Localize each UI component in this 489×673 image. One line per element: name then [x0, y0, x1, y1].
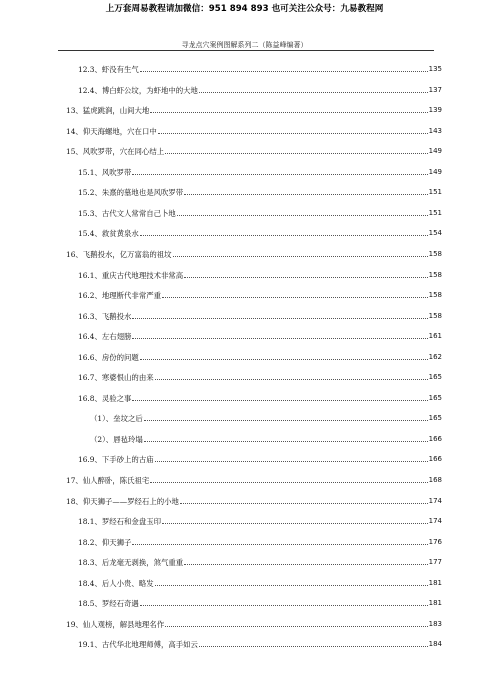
- toc-entry[interactable]: [78, 450, 442, 464]
- toc-entry-number: 16.3、: [78, 311, 102, 321]
- toc-entry-number: 15.1、: [78, 167, 102, 177]
- dot-leader: [165, 626, 428, 627]
- dot-leader: [132, 318, 427, 319]
- toc-entry-title: 罗经石和金盘玉印: [101, 517, 161, 527]
- toc-entry[interactable]: [78, 533, 442, 547]
- toc-entry-page: 165: [428, 393, 442, 402]
- dot-leader: [155, 585, 428, 586]
- toc-entry-page: 139: [428, 106, 442, 115]
- toc-entry-number: 13、: [66, 106, 83, 116]
- toc-entry-page: 158: [428, 249, 442, 258]
- dot-leader: [184, 277, 427, 278]
- dot-leader: [162, 297, 428, 298]
- toc-entry-page: 158: [428, 270, 442, 279]
- toc-entry-number: 16.2、: [78, 291, 102, 301]
- toc-entry-page: 168: [428, 476, 442, 484]
- toc-entry-number: 15、: [66, 147, 83, 157]
- toc-entry[interactable]: [78, 594, 442, 608]
- toc-entry[interactable]: [78, 307, 442, 321]
- toc-entry-number: 19、: [66, 619, 83, 629]
- toc-entry-page: 166: [428, 434, 442, 443]
- toc-entry-title: 左右翅膀: [101, 332, 132, 342]
- toc-entry[interactable]: [78, 224, 442, 238]
- toc-entry-title: 重庆古代地理技术非常高: [101, 270, 184, 280]
- toc-entry[interactable]: [66, 471, 442, 485]
- toc-entry-number: （1）、: [90, 414, 114, 424]
- watermark-banner: 上万套周易教程请加微信：951 894 893 也可关注公众号：九易教程网: [105, 4, 384, 14]
- toc-entry-number: （2）、: [90, 434, 114, 444]
- toc-entry-title: 古代华北地理师傅，高手如云: [101, 640, 198, 650]
- dot-leader: [132, 338, 427, 339]
- toc-entry-number: 16.7、: [78, 373, 102, 383]
- dot-leader: [184, 194, 427, 195]
- dot-leader: [144, 441, 428, 442]
- toc-entry[interactable]: [78, 574, 442, 588]
- toc-entry-title: 仙人醉卧，陈氏祖宅: [82, 476, 150, 485]
- toc-entry[interactable]: [78, 81, 442, 95]
- dot-leader: [155, 379, 428, 380]
- toc-entry-number: 15.2、: [78, 188, 102, 198]
- dot-leader: [132, 400, 427, 401]
- toc-entry-page: 174: [428, 496, 442, 505]
- dot-leader: [158, 133, 428, 134]
- toc-entry-page: 165: [428, 414, 442, 423]
- dot-leader: [162, 523, 428, 524]
- toc-entry-page: 177: [428, 558, 442, 567]
- toc-entry-title: 古代文人常常自己卜地: [101, 208, 176, 218]
- toc-entry-number: 18、: [66, 496, 83, 506]
- dot-leader: [155, 461, 428, 462]
- toc-entry-page: 149: [428, 147, 442, 156]
- toc-entry-number: 15.3、: [78, 208, 102, 218]
- toc-entry-title: 下手砂上的古庙: [101, 455, 154, 465]
- toc-entry-title: 风吹罗带: [101, 167, 132, 177]
- toc-entry-page: 184: [428, 640, 442, 649]
- toc-entry-page: 181: [428, 578, 442, 587]
- toc-entry-title: 罗经石奇遇: [101, 599, 139, 609]
- toc-entry[interactable]: [66, 492, 442, 506]
- toc-entry[interactable]: [78, 327, 442, 341]
- toc-entry-title: 唇毡玲塌: [113, 434, 143, 444]
- toc-entry-page: 176: [428, 537, 442, 546]
- toc-entry-number: 15.4、: [78, 229, 102, 239]
- toc-entry-number: 18.4、: [78, 578, 102, 588]
- toc-entry-page: 149: [428, 167, 442, 176]
- toc-entry-title: 仰天狮子——罗经石上的小地: [82, 496, 179, 506]
- toc-entry[interactable]: [78, 348, 442, 362]
- toc-entry-number: 16.9、: [78, 455, 102, 465]
- toc-entry-number: 18.2、: [78, 537, 102, 547]
- dot-leader: [150, 112, 427, 113]
- dot-leader: [140, 71, 428, 72]
- toc-entry[interactable]: [66, 142, 442, 156]
- dot-leader: [199, 92, 428, 93]
- toc-entry-title: 仙人观榜，解县地理名作: [82, 619, 165, 629]
- toc-entry[interactable]: [78, 368, 442, 382]
- toc-entry-title: 博白虾公坟，为虾地中的大地: [101, 85, 198, 95]
- toc-entry-number: 16.1、: [78, 270, 102, 280]
- toc-entry-title: 仰天狮子: [101, 537, 132, 547]
- toc-entry-title: 风吹罗带，穴在同心结上: [82, 147, 165, 157]
- toc-entry-title: 房份的问题: [101, 352, 139, 362]
- toc-entry-title: 朱熹的墓地也是风吹罗带: [101, 188, 184, 198]
- dot-leader: [180, 503, 428, 504]
- toc-entry[interactable]: [78, 286, 442, 300]
- toc-entry-number: 16.4、: [78, 332, 102, 342]
- toc-entry-page: 174: [428, 517, 442, 526]
- dot-leader: [199, 646, 428, 647]
- toc-entry-title: 救贫黄泉水: [101, 229, 139, 239]
- toc-entry-page: 181: [428, 599, 442, 608]
- toc-entry-page: 154: [428, 229, 442, 238]
- toc-entry-page: 143: [428, 126, 442, 135]
- toc-entry-title: 虾没有生气: [101, 65, 139, 74]
- toc-entry-number: 18.1、: [78, 517, 102, 527]
- toc-entry[interactable]: [78, 60, 442, 74]
- running-header: 寻龙点穴案例图解系列二（陈益峰编著）: [181, 41, 308, 49]
- toc-entry-page: 151: [428, 188, 442, 197]
- toc-entry[interactable]: [66, 101, 442, 115]
- toc-entry-page: 158: [428, 291, 442, 300]
- toc-entry[interactable]: [66, 615, 442, 629]
- toc-entry-number: 16.6、: [78, 352, 102, 362]
- toc-entry-number: 16.8、: [78, 393, 102, 403]
- dot-leader: [173, 256, 428, 257]
- toc-entry-page: 137: [428, 85, 442, 94]
- toc-entry[interactable]: [78, 183, 442, 197]
- toc-entry-title: 垒坟之后: [113, 414, 143, 424]
- dot-leader: [150, 482, 427, 483]
- dot-leader: [144, 420, 428, 421]
- toc-entry[interactable]: [90, 430, 442, 444]
- toc-entry-number: 12.3、: [78, 65, 102, 74]
- toc-entry-title: 后龙毫无剥换，煞气重重: [101, 558, 184, 568]
- toc-entry-number: 18.5、: [78, 599, 102, 609]
- toc-entry-title: 仰天海螺地，穴在口中: [82, 126, 157, 136]
- toc-entry-number: 19.1、: [78, 640, 102, 650]
- toc-entry-number: 18.3、: [78, 558, 102, 568]
- header-rule: [58, 50, 434, 51]
- toc-entry[interactable]: [78, 204, 442, 218]
- toc-entry[interactable]: [90, 409, 442, 423]
- toc-entry-title: 飞鹅投水，亿万富翁的祖坟: [82, 249, 172, 259]
- toc-entry-number: 14、: [66, 126, 83, 136]
- toc-entry-number: 17、: [66, 476, 83, 485]
- toc-entry-number: 16、: [66, 249, 83, 259]
- toc-entry-page: 135: [428, 65, 442, 73]
- toc-entry-page: 166: [428, 455, 442, 464]
- toc-entry[interactable]: [66, 245, 442, 259]
- dot-leader: [132, 174, 427, 175]
- toc-entry[interactable]: [78, 266, 442, 280]
- toc-entry[interactable]: [78, 163, 442, 177]
- toc-entry-title: 地理断代非常严重: [101, 291, 161, 301]
- toc-entry-number: 12.4、: [78, 85, 102, 95]
- toc-entry[interactable]: [78, 512, 442, 526]
- toc-entry[interactable]: [78, 635, 442, 649]
- dot-leader: [140, 359, 428, 360]
- toc-entry-page: 165: [428, 373, 442, 382]
- toc-entry[interactable]: [78, 553, 442, 567]
- dot-leader: [165, 153, 428, 154]
- dot-leader: [184, 564, 427, 565]
- toc-entry-title: 猛虎跳涧，山间大地: [82, 106, 150, 116]
- toc-entry-title: 飞鹅投水: [101, 311, 132, 321]
- toc-entry-page: 151: [428, 208, 442, 217]
- toc-entry-page: 158: [428, 311, 442, 320]
- toc-entry[interactable]: [66, 122, 442, 136]
- toc-entry-title: 灵验之事: [101, 393, 132, 403]
- toc-entry-page: 161: [428, 332, 442, 341]
- toc-entry[interactable]: [78, 389, 442, 403]
- toc-entry-title: 寒婆恨山的由来: [101, 373, 154, 383]
- dot-leader: [177, 215, 428, 216]
- dot-leader: [140, 605, 428, 606]
- dot-leader: [132, 544, 427, 545]
- toc-entry-title: 后人小贵、略发: [101, 578, 154, 588]
- dot-leader: [140, 235, 428, 236]
- toc-entry-page: 162: [428, 352, 442, 361]
- toc-entry-page: 183: [428, 619, 442, 628]
